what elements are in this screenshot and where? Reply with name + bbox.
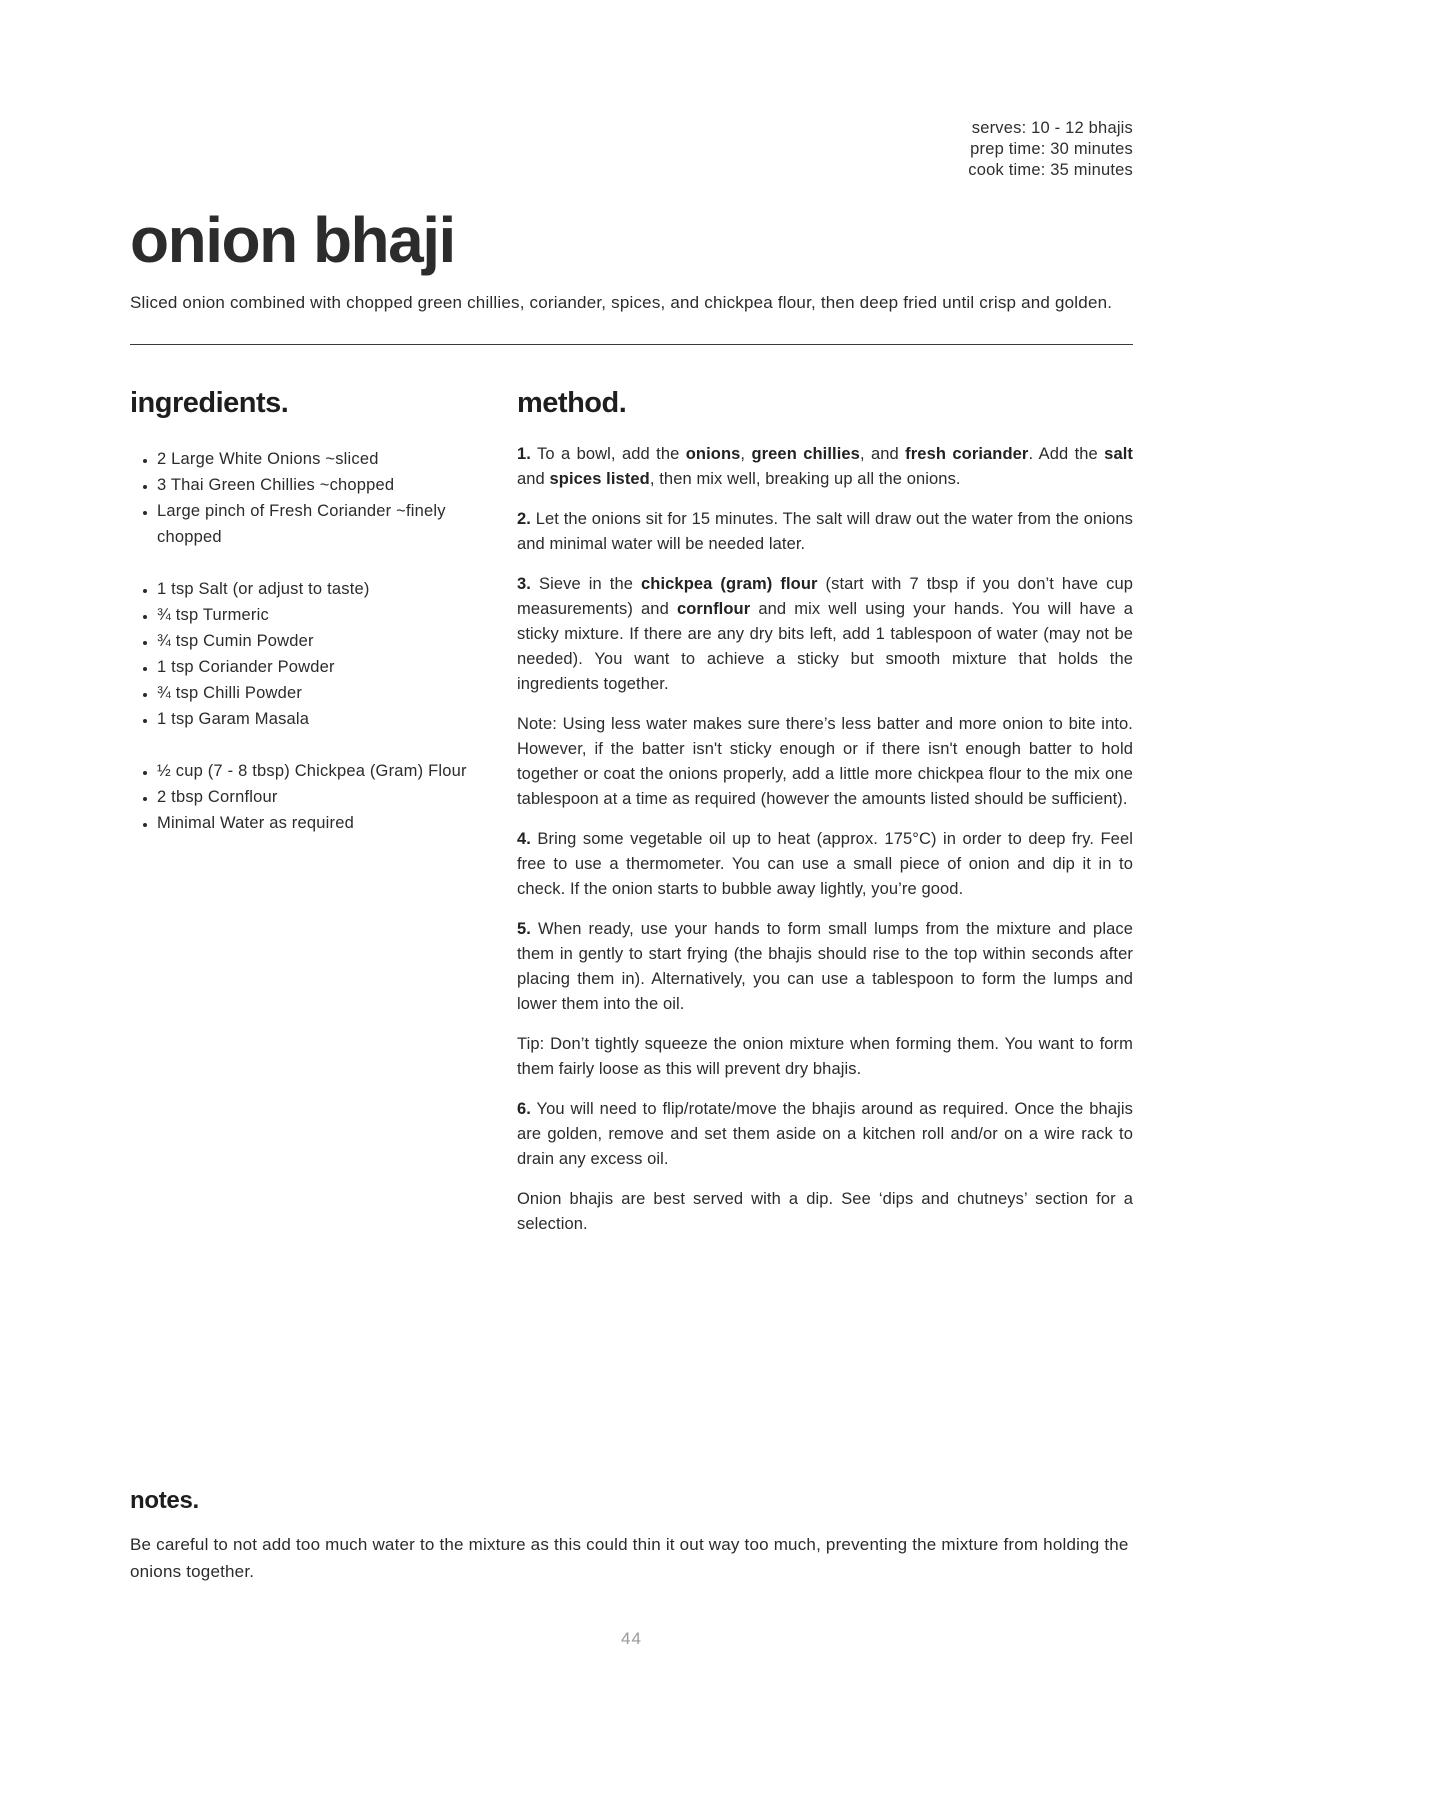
ingredient-item: • 3 Thai Green Chillies ~chopped: [157, 472, 487, 498]
page-number: 44: [621, 1629, 642, 1649]
two-column-layout: [130, 387, 1133, 1237]
ingredient-item: • 2 Large White Onions ~sliced: [157, 446, 487, 472]
method-step-2: 2. Let the onions sit for 15 minutes. The salt will draw out the water from the onions and minimal water will be needed later.: [517, 510, 1133, 554]
method-step-5: 5. When ready, use your hands to form small lumps from the mixture and place them in gently to start frying (the bhajis should rise to the top within seconds after placing them in). Alternatively, you can use a tablespoon to form the lumps and lower them into the oil.: [517, 920, 1133, 1014]
ingredients-heading: ingredients.: [130, 387, 289, 420]
page-title: onion bhaji: [130, 204, 455, 276]
notes-text: Be careful to not add too much water to the mixture as this could thin it out way too much, preventing the mixture from holding the onions together.: [130, 1535, 1129, 1582]
ingredient-item: • ¾ tsp Turmeric: [157, 602, 487, 628]
ingredient-item: • 1 tsp Salt (or adjust to taste): [157, 576, 487, 602]
ingredient-item: • ¾ tsp Cumin Powder: [157, 628, 487, 654]
cook-time-text: cook time: 35 minutes: [968, 161, 1133, 179]
ingredient-item: • Large pinch of Fresh Coriander ~finely chopped: [157, 498, 487, 550]
ingredients-group-batter: [130, 758, 487, 836]
method-serving-suggestion: Onion bhajis are best served with a dip. See ‘dips and chutneys’ section for a selection.: [517, 1190, 1133, 1234]
page-content: [130, 0, 1133, 1649]
method-step-3: 3. Sieve in the chickpea (gram) flour (start with 7 tbsp if you don’t have cup measurements) and cornflour and mix well using your hands. You will have a sticky mixture. If there are any dry bits left, add 1 tablespoon of water (may not be needed). You want to achieve a sticky but smooth mixture that holds the ingredients together.: [517, 575, 1133, 694]
method-note: Note: Using less water makes sure there’s less batter and more onion to bite into. However, if the batter isn't sticky enough or if there isn't enough batter to hold together or coat the onions properly, add a little more chickpea flour to the mix one tablespoon at a time as required (however the amounts listed should be sufficient).: [517, 715, 1133, 809]
ingredients-group-spices: [130, 576, 487, 732]
recipe-meta: [130, 118, 1133, 181]
ingredients-group-main: [130, 446, 487, 550]
ingredient-item: • ¾ tsp Chilli Powder: [157, 680, 487, 706]
method-tip: Tip: Don’t tightly squeeze the onion mixture when forming them. You want to form them fairly loose as this will prevent dry bhajis.: [517, 1035, 1133, 1079]
method-step-6: 6. You will need to flip/rotate/move the bhajis around as required. Once the bhajis are golden, remove and set them aside on a kitchen roll and/or on a wire rack to drain any excess oil.: [517, 1100, 1133, 1169]
ingredient-item: • 2 tbsp Cornflour: [157, 784, 487, 810]
ingredient-item: • Minimal Water as required: [157, 810, 487, 836]
method-heading: method.: [517, 387, 627, 420]
ingredient-item: • 1 tsp Garam Masala: [157, 706, 487, 732]
serves-text: serves: 10 - 12 bhajis: [971, 119, 1133, 137]
prep-time-text: prep time: 30 minutes: [970, 140, 1133, 158]
recipe-description: Sliced onion combined with chopped green chillies, coriander, spices, and chickpea flour, then deep fried until crisp and golden.: [130, 293, 1113, 313]
method-step-1: 1. To a bowl, add the onions, green chillies, and fresh coriander. Add the salt and spices listed, then mix well, breaking up all the onions.: [517, 445, 1134, 489]
method-section: [517, 387, 1133, 1237]
notes-section: [130, 1487, 1133, 1585]
method-step-4: 4. Bring some vegetable oil up to heat (approx. 175°C) in order to deep fry. Feel free to use a thermometer. You can use a small piece of onion and dip it in to check. If the onion starts to bubble away lightly, you’re good.: [517, 830, 1133, 899]
ingredient-item: • ½ cup (7 - 8 tbsp) Chickpea (Gram) Flour: [157, 758, 487, 784]
ingredients-section: [130, 387, 517, 1237]
section-divider: [130, 344, 1133, 345]
ingredient-item: • 1 tsp Coriander Powder: [157, 654, 487, 680]
notes-heading: notes.: [130, 1487, 199, 1515]
